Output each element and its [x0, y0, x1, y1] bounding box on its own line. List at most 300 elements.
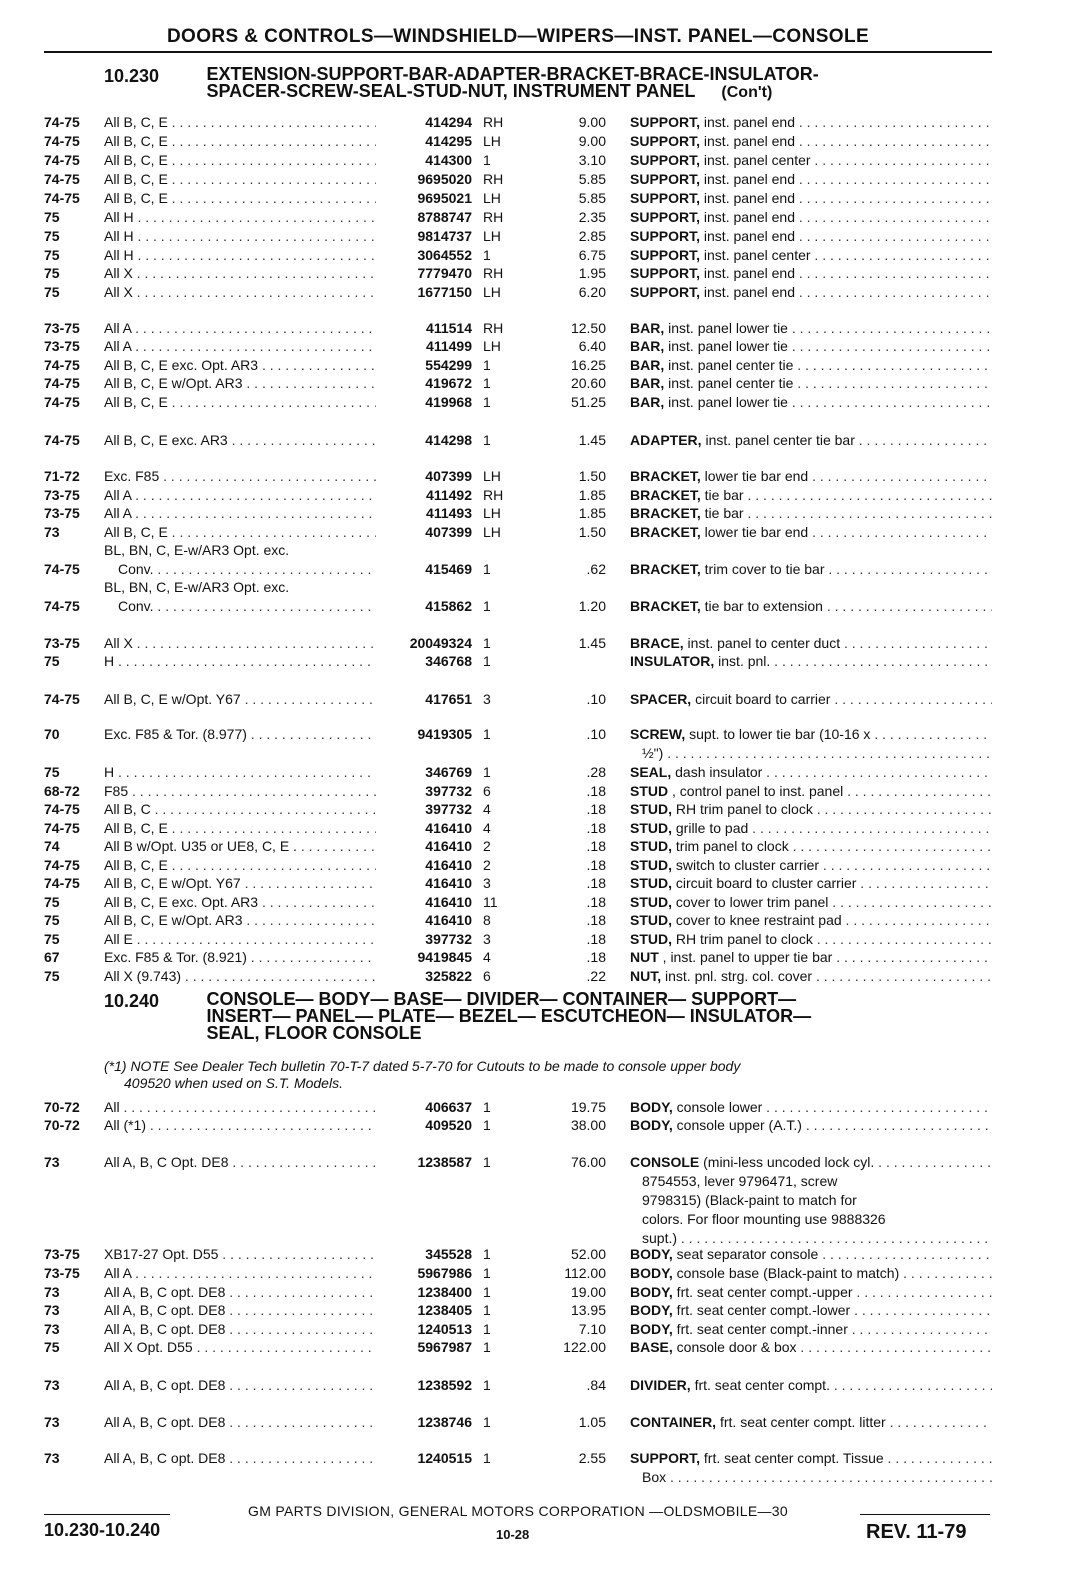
- part-number: 9695020: [417, 171, 472, 187]
- section-title-line: EXTENSION-SUPPORT-BAR-ADAPTER-BRACKET-BRACE-INSULATOR-: [206, 64, 819, 84]
- part-number: 1240515: [417, 1450, 472, 1466]
- part-detail: inst. panel center tie bar: [701, 432, 855, 448]
- part-name: STUD,: [630, 894, 672, 910]
- quantity: 1: [483, 1265, 491, 1281]
- quantity: 1: [483, 1246, 491, 1262]
- price: .18: [586, 949, 606, 965]
- parts-row: [0, 1449, 1080, 1468]
- part-description: [630, 264, 992, 283]
- parts-row: [0, 319, 1080, 338]
- section-title: [206, 991, 811, 1042]
- description-cont: Box . . .: [642, 1468, 992, 1487]
- model-years: 73-75: [44, 635, 80, 651]
- price: 9.00: [578, 114, 606, 130]
- model-years: 73: [44, 1450, 60, 1466]
- quantity: RH: [483, 171, 504, 187]
- model-years: 75: [44, 894, 60, 910]
- part-number: 416410: [425, 820, 472, 836]
- part-number: 411514: [426, 320, 472, 336]
- footer-section-range: 10.230-10.240: [44, 1520, 161, 1540]
- part-name: BRACKET,: [630, 598, 701, 614]
- parts-row: [0, 1283, 1080, 1302]
- parts-row: [0, 819, 1080, 838]
- part-description: [630, 1283, 992, 1302]
- part-number: 419672: [425, 375, 472, 391]
- part-description: [630, 597, 992, 616]
- part-detail: tie bar: [700, 505, 744, 521]
- quantity: LH: [483, 505, 501, 521]
- part-name: NUT,: [630, 968, 662, 984]
- part-description: [630, 1320, 992, 1339]
- part-number: 415862: [425, 598, 472, 614]
- model-years: 70-72: [44, 1117, 80, 1133]
- part-description: [630, 393, 992, 412]
- price: 122.00: [563, 1339, 606, 1355]
- part-number: 406637: [425, 1099, 472, 1115]
- application: All (*1) . . .: [104, 1116, 376, 1135]
- part-detail: RH trim panel to clock: [672, 931, 813, 947]
- part-name: BAR,: [630, 394, 665, 410]
- model-years: 74-75: [44, 114, 80, 130]
- quantity: 1: [483, 1414, 491, 1430]
- quantity: 2: [483, 838, 491, 854]
- application: All A, B, C opt. DE8 . . .: [104, 1283, 376, 1302]
- model-years: 75: [44, 653, 60, 669]
- part-detail: frt. seat center compt.-inner: [672, 1321, 848, 1337]
- part-detail: inst. panel end: [700, 265, 795, 281]
- part-name: SPACER,: [630, 691, 692, 707]
- part-detail: circuit board to cluster carrier: [672, 875, 857, 891]
- part-name: BODY,: [630, 1321, 673, 1337]
- application: All X Opt. D55 . . .: [104, 1338, 376, 1357]
- application: All X . . .: [104, 264, 376, 283]
- part-detail: inst. panel lower tie: [664, 394, 788, 410]
- price: 38.00: [570, 1117, 606, 1133]
- quantity: 1: [483, 653, 491, 669]
- price: 6.75: [578, 247, 606, 263]
- part-number: 1238592: [417, 1377, 472, 1393]
- application: All B, C, E w/Opt. Y67 . . .: [104, 874, 376, 893]
- part-description: [630, 189, 992, 208]
- part-detail: grille to pad: [672, 820, 749, 836]
- part-detail: inst. pnl.: [714, 653, 771, 669]
- price: 6.40: [578, 338, 606, 354]
- part-description: [630, 837, 992, 856]
- page-number: 10-28: [496, 1527, 530, 1542]
- application: F85 . . .: [104, 782, 376, 801]
- model-years: 75: [44, 1339, 60, 1355]
- quantity: 6: [483, 783, 491, 799]
- part-name: BAR,: [630, 375, 665, 391]
- application: All X . . .: [104, 283, 376, 302]
- part-number: 3064552: [417, 247, 472, 263]
- part-name: STUD,: [630, 857, 672, 873]
- description-cont: 9798315) (Black-paint to match for: [642, 1192, 857, 1208]
- part-name: STUD,: [630, 931, 672, 947]
- part-number: 1238587: [417, 1154, 472, 1170]
- part-description: [630, 246, 992, 265]
- part-name: STUD,: [630, 875, 672, 891]
- price: .18: [586, 820, 606, 836]
- parts-row: [0, 874, 1080, 893]
- application: All B, C, E exc. Opt. AR3 . . .: [104, 356, 376, 375]
- part-number: 1238400: [417, 1284, 472, 1300]
- parts-row: [0, 523, 1080, 542]
- section-number: 10.240: [104, 991, 160, 1011]
- price: .18: [586, 931, 606, 947]
- price: 3.10: [578, 152, 606, 168]
- part-name: BAR,: [630, 338, 665, 354]
- quantity: 1: [483, 152, 491, 168]
- price: 13.95: [570, 1302, 606, 1318]
- price: .10: [586, 726, 606, 742]
- part-number: 9419305: [417, 726, 472, 742]
- parts-row: [0, 911, 1080, 930]
- part-number: 8788747: [417, 209, 472, 225]
- part-name: SUPPORT,: [630, 284, 701, 300]
- part-description: [630, 763, 992, 782]
- part-description: [630, 856, 992, 875]
- model-years: 73-75: [44, 320, 80, 336]
- model-years: 74-75: [44, 432, 80, 448]
- part-description: [630, 1116, 992, 1135]
- price: 5.85: [578, 190, 606, 206]
- application: All A, B, C opt. DE8 . . .: [104, 1376, 376, 1395]
- application: H . . .: [104, 652, 376, 671]
- model-years: 74-75: [44, 820, 80, 836]
- part-name: BODY,: [630, 1246, 673, 1262]
- part-detail: inst. panel end: [700, 133, 795, 149]
- part-number: 411492: [426, 487, 472, 503]
- application: All B, C, E . . .: [104, 151, 376, 170]
- part-description: [630, 319, 992, 338]
- quantity: 1: [483, 635, 491, 651]
- parts-row: [0, 189, 1080, 208]
- model-years: 74-75: [44, 152, 80, 168]
- model-years: 73-75: [44, 505, 80, 521]
- part-number: 416410: [425, 857, 472, 873]
- quantity: RH: [483, 209, 504, 225]
- parts-row: [0, 356, 1080, 375]
- part-detail: lower tie bar end: [700, 524, 809, 540]
- price: 2.85: [578, 228, 606, 244]
- part-number: 397732: [425, 931, 472, 947]
- part-detail: frt. seat center compt.-lower: [672, 1302, 851, 1318]
- section-title-text: SPACER-SCREW-SEAL-STUD-NUT, INSTRUMENT PANEL: [206, 81, 696, 101]
- model-years: 70-72: [44, 1099, 80, 1115]
- price: 19.00: [570, 1284, 606, 1300]
- part-description: [630, 227, 992, 246]
- part-number: 416410: [425, 894, 472, 910]
- revision-label: REV. 11-79: [866, 1521, 967, 1543]
- price: 7.10: [578, 1321, 606, 1337]
- quantity: 4: [483, 820, 491, 836]
- description-cont: ½") . . .: [642, 744, 992, 763]
- model-years: 75: [44, 247, 60, 263]
- quantity: RH: [483, 265, 504, 281]
- price: .18: [586, 894, 606, 910]
- parts-row: [0, 1413, 1080, 1432]
- model-years: 73: [44, 1302, 60, 1318]
- part-number: 1240513: [417, 1321, 472, 1337]
- parts-row: [0, 763, 1080, 782]
- parts-row: [0, 1245, 1080, 1264]
- application: All B, C, E w/Opt. AR3 . . .: [104, 374, 376, 393]
- parts-row: [0, 690, 1080, 709]
- part-name: BODY,: [630, 1265, 673, 1281]
- model-years: 73-75: [44, 338, 80, 354]
- parts-row: [0, 393, 1080, 412]
- model-years: 68-72: [44, 783, 80, 799]
- model-years: 75: [44, 284, 60, 300]
- parts-row: [0, 1301, 1080, 1320]
- continued-label: (Con't): [721, 84, 773, 101]
- part-description: [630, 911, 992, 930]
- part-description: [630, 1245, 992, 1264]
- quantity: LH: [483, 190, 501, 206]
- part-name: BODY,: [630, 1117, 673, 1133]
- section-title-line: INSERT— PANEL— PLATE— BEZEL— ESCUTCHEON— INSULATOR—: [206, 1006, 812, 1026]
- price: .18: [586, 875, 606, 891]
- parts-row: [0, 431, 1080, 450]
- model-years: 74-75: [44, 857, 80, 873]
- quantity: 8: [483, 912, 491, 928]
- section-title-line: CONSOLE— BODY— BASE— DIVIDER— CONTAINER— SUPPORT—: [206, 989, 797, 1009]
- part-name: BRACKET,: [630, 561, 701, 577]
- application: All B, C, E exc. AR3 . . .: [104, 431, 376, 450]
- section-10230-heading: [104, 66, 819, 101]
- price: 52.00: [570, 1246, 606, 1262]
- part-description: [630, 1338, 992, 1357]
- part-description: [630, 893, 992, 912]
- price: .18: [586, 912, 606, 928]
- part-name: STUD,: [630, 801, 672, 817]
- price: .18: [586, 801, 606, 817]
- part-description: [630, 725, 992, 744]
- part-description: [630, 132, 992, 151]
- model-years: 74-75: [44, 375, 80, 391]
- part-description: [630, 356, 992, 375]
- part-number: 346769: [425, 764, 472, 780]
- part-number: 9695021: [417, 190, 472, 206]
- part-description: [630, 634, 992, 653]
- part-number: 414294: [425, 114, 472, 130]
- quantity: LH: [483, 133, 501, 149]
- application: All . . .: [104, 1098, 376, 1117]
- part-description: [630, 1301, 992, 1320]
- price: 1.50: [578, 468, 606, 484]
- model-years: 75: [44, 265, 60, 281]
- part-number: 1677150: [417, 284, 472, 300]
- parts-row: [0, 1376, 1080, 1395]
- model-years: 74-75: [44, 691, 80, 707]
- part-name: SEAL,: [630, 764, 672, 780]
- quantity: RH: [483, 320, 504, 336]
- part-number: 414300: [425, 152, 472, 168]
- application: All H . . .: [104, 246, 376, 265]
- application: Exc. F85 & Tor. (8.921) . . .: [104, 948, 376, 967]
- part-detail: inst. panel center tie: [664, 357, 794, 373]
- price: 1.45: [578, 432, 606, 448]
- application: All X (9.743) . . .: [104, 967, 376, 986]
- quantity: 1: [483, 1284, 491, 1300]
- parts-row: [0, 113, 1080, 132]
- parts-row: [0, 170, 1080, 189]
- footer-rule: [860, 1514, 990, 1515]
- parts-row: [0, 800, 1080, 819]
- application: All B, C, E w/Opt. AR3 . . .: [104, 911, 376, 930]
- quantity: 2: [483, 857, 491, 873]
- part-detail: trim panel to clock: [672, 838, 789, 854]
- part-detail: dash insulator: [671, 764, 763, 780]
- part-description: [630, 948, 992, 967]
- parts-row: [0, 283, 1080, 302]
- part-detail: inst. panel lower tie: [664, 338, 788, 354]
- price: 1.20: [578, 598, 606, 614]
- quantity: 1: [483, 357, 491, 373]
- price: 12.50: [570, 320, 606, 336]
- part-name: BAR,: [630, 357, 665, 373]
- part-detail: inst. panel end: [700, 228, 795, 244]
- quantity: 6: [483, 968, 491, 984]
- quantity: 1: [483, 1321, 491, 1337]
- application: All A . . .: [104, 486, 376, 505]
- footer-rule: [44, 1514, 170, 1515]
- part-detail: inst. panel end: [700, 114, 795, 130]
- part-number: 416410: [425, 838, 472, 854]
- quantity: 1: [483, 432, 491, 448]
- part-name: SUPPORT,: [630, 265, 701, 281]
- quantity: LH: [483, 524, 501, 540]
- price: 112.00: [564, 1265, 606, 1281]
- part-number: 409520: [425, 1117, 472, 1133]
- model-years: 75: [44, 764, 60, 780]
- part-detail: inst. panel end: [700, 209, 795, 225]
- note-line: (*1) NOTE See Dealer Tech bulletin 70-T-7 dated 5-7-70 for Cutouts to be made to console upper body: [104, 1058, 741, 1074]
- application: All E . . .: [104, 930, 376, 949]
- application: All B, C, E w/Opt. Y67 . . .: [104, 690, 376, 709]
- part-detail: RH trim panel to clock: [672, 801, 813, 817]
- parts-row: [0, 1116, 1080, 1135]
- price: 5.85: [578, 171, 606, 187]
- part-name: STUD: [630, 783, 669, 799]
- part-detail: cover to knee restraint pad: [672, 912, 842, 928]
- part-description: [630, 1449, 992, 1468]
- model-years: 74-75: [44, 598, 80, 614]
- part-description: [630, 523, 992, 542]
- part-number: 5967986: [417, 1265, 472, 1281]
- page-header: DOORS & CONTROLS—WINDSHIELD—WIPERS—INST. PANEL—CONSOLE: [44, 26, 992, 53]
- parts-row: [0, 1338, 1080, 1357]
- part-number: 416410: [425, 912, 472, 928]
- part-number: 419968: [425, 394, 472, 410]
- part-number: 415469: [425, 561, 472, 577]
- part-detail: frt. seat center compt.-upper: [672, 1284, 853, 1300]
- quantity: 1: [483, 764, 491, 780]
- application-cont: Conv. . . .: [118, 597, 376, 616]
- part-detail: frt. seat center compt. litter: [716, 1414, 886, 1430]
- part-number: 411493: [426, 505, 472, 521]
- section-number: 10.230: [104, 66, 160, 86]
- part-description: [630, 431, 992, 450]
- parts-row: [0, 467, 1080, 486]
- application: All H . . .: [104, 227, 376, 246]
- application: All A . . .: [104, 319, 376, 338]
- footer-publisher: GM PARTS DIVISION, GENERAL MOTORS CORPORATION —OLDSMOBILE—30: [248, 1503, 788, 1519]
- model-years: 74-75: [44, 171, 80, 187]
- part-name: ADAPTER,: [630, 432, 702, 448]
- application: All B, C, E exc. Opt. AR3 . . .: [104, 893, 376, 912]
- application: All A . . .: [104, 504, 376, 523]
- quantity: 1: [483, 394, 491, 410]
- parts-row: [0, 652, 1080, 671]
- model-years: 75: [44, 931, 60, 947]
- model-years: 74-75: [44, 801, 80, 817]
- part-detail: inst. panel center tie: [664, 375, 794, 391]
- model-years: 74-75: [44, 394, 80, 410]
- part-detail: cover to lower trim panel: [672, 894, 829, 910]
- model-years: 75: [44, 912, 60, 928]
- part-number: 9814737: [417, 228, 472, 244]
- part-detail: inst. panel center: [700, 247, 811, 263]
- application: All B, C, E . . .: [104, 856, 376, 875]
- part-name: BODY,: [630, 1099, 673, 1115]
- part-name: STUD,: [630, 820, 672, 836]
- parts-row: [0, 1153, 1080, 1172]
- quantity: 1: [483, 1377, 491, 1393]
- part-number: 407399: [425, 468, 472, 484]
- quantity: 1: [483, 375, 491, 391]
- dealer-note: [104, 1058, 984, 1092]
- price: 1.45: [578, 635, 606, 651]
- application: All A . . .: [104, 337, 376, 356]
- part-description: [630, 1264, 992, 1283]
- quantity: LH: [483, 468, 501, 484]
- part-description: [630, 467, 992, 486]
- application: Exc. F85 . . .: [104, 467, 376, 486]
- parts-row: [0, 782, 1080, 801]
- parts-row: [0, 725, 1080, 744]
- application: All A, B, C opt. DE8 . . .: [104, 1320, 376, 1339]
- price: .10: [586, 691, 606, 707]
- application: All B w/Opt. U35 or UE8, C, E . . . .: [104, 837, 376, 856]
- parts-row: [0, 560, 1080, 579]
- quantity: RH: [483, 114, 504, 130]
- application: All B, C . . .: [104, 800, 376, 819]
- part-description: [630, 113, 992, 132]
- section-10240-heading: [104, 991, 811, 1042]
- application: All H . . .: [104, 208, 376, 227]
- quantity: 1: [483, 247, 491, 263]
- model-years: 74-75: [44, 133, 80, 149]
- model-years: 71-72: [44, 468, 80, 484]
- section-title: [206, 66, 818, 101]
- model-years: 73-75: [44, 487, 80, 503]
- quantity: 3: [483, 931, 491, 947]
- part-name: BRACKET,: [630, 487, 701, 503]
- model-years: 73-75: [44, 1246, 80, 1262]
- part-description: [630, 1413, 992, 1432]
- application: All B, C, E . . .: [104, 523, 376, 542]
- price: .28: [586, 764, 606, 780]
- part-detail: , control panel to inst. panel: [668, 783, 844, 799]
- parts-row: [0, 486, 1080, 505]
- description-cont: colors. For floor mounting use 9888326: [642, 1211, 886, 1227]
- part-description: [630, 151, 992, 170]
- price: 76.00: [570, 1154, 606, 1170]
- part-number: 1238405: [417, 1302, 472, 1318]
- parts-row: [0, 246, 1080, 265]
